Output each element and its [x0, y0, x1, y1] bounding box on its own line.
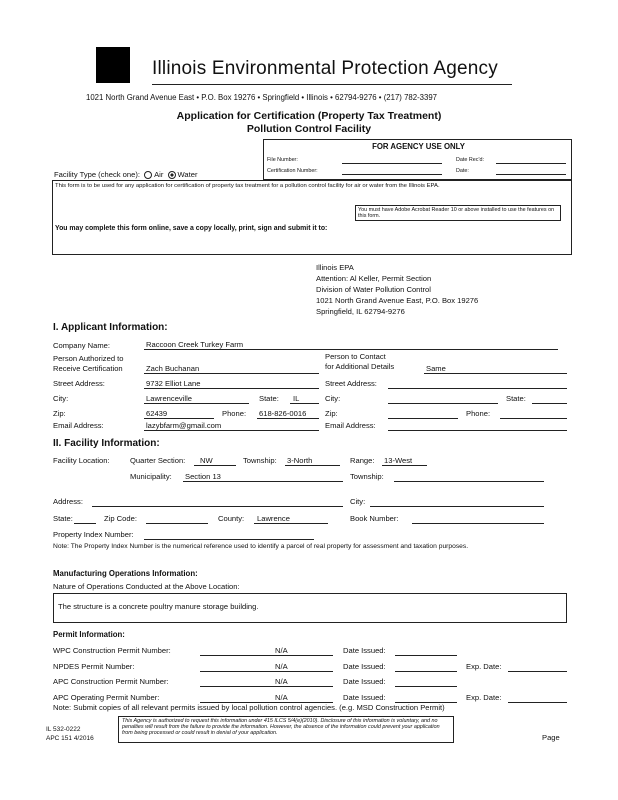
- county-field-line: [254, 523, 328, 524]
- agency-use-box: [263, 139, 572, 180]
- facility-type-label: Facility Type (check one):: [54, 170, 140, 179]
- permit-row-label: APC Construction Permit Number:: [53, 677, 169, 686]
- mail-line-2: Attention: Al Keller, Permit Section: [316, 274, 432, 283]
- phone2-label: Phone:: [466, 409, 491, 418]
- pin-note: Note: The Property Index Number is the numerical reference used to identify a parcel of real property for assessment and taxation purposes.: [53, 543, 469, 550]
- permit-row-field-line: [200, 655, 333, 656]
- street2-label: Street Address:: [325, 379, 377, 388]
- city-value[interactable]: Lawrenceville: [146, 394, 193, 403]
- address-field[interactable]: [92, 506, 343, 507]
- permit-row-value[interactable]: N/A: [275, 693, 288, 702]
- permit-row-value[interactable]: N/A: [275, 677, 288, 686]
- state-field-line: [290, 403, 319, 404]
- operations-heading: Manufacturing Operations Information:: [53, 569, 198, 578]
- street-field-line: [144, 388, 319, 389]
- nature-textarea[interactable]: [53, 593, 567, 623]
- mail-line-4: 1021 North Grand Avenue East, P.O. Box 19276: [316, 296, 479, 305]
- book-number-label: Book Number:: [350, 514, 399, 523]
- range-value[interactable]: 13-West: [384, 456, 413, 465]
- cert-number-label: Certification Number:: [267, 168, 318, 174]
- file-number-label: File Number:: [267, 157, 298, 163]
- permit-row-label: NPDES Permit Number:: [53, 662, 135, 671]
- state2-label: State:: [506, 394, 526, 403]
- municipality-field-line: [183, 481, 343, 482]
- permit-row-exp-field[interactable]: [508, 671, 567, 672]
- state-value[interactable]: IL: [293, 394, 300, 403]
- facility-state-field[interactable]: [74, 523, 96, 524]
- range-label: Range:: [350, 456, 375, 465]
- instructions-box: [52, 180, 572, 255]
- application-title: Application for Certification (Property Tax Treatment): [176, 110, 442, 122]
- township-label: Township:: [243, 456, 277, 465]
- facility-type-row: [54, 170, 197, 179]
- permit-row-date-label: Date Issued:: [343, 677, 386, 686]
- phone2-field[interactable]: [500, 418, 567, 419]
- phone-value[interactable]: 618-826-0016: [259, 409, 307, 418]
- county-label: County:: [218, 514, 245, 523]
- date-label: Date:: [456, 168, 469, 174]
- agency-logo: [96, 47, 130, 83]
- air-label: Air: [154, 170, 164, 179]
- authorized-value[interactable]: Zach Buchanan: [146, 364, 200, 373]
- email2-field[interactable]: [388, 430, 567, 431]
- mail-line-3: Division of Water Pollution Control: [316, 285, 431, 294]
- permit-row-field-line: [200, 671, 333, 672]
- date-field[interactable]: [496, 174, 566, 175]
- company-value[interactable]: Raccoon Creek Turkey Farm: [146, 340, 244, 349]
- contact-value[interactable]: Same: [426, 364, 446, 373]
- agency-address: 1021 North Grand Avenue East • P.O. Box 19276 • Springfield • Illinois • 62794-9276 • (217) 782-3397: [86, 93, 438, 102]
- city-field-line: [144, 403, 249, 404]
- company-label: Company Name:: [53, 341, 110, 350]
- township-value[interactable]: 3-North: [287, 456, 313, 465]
- contact-label-1: Person to Contact: [325, 352, 386, 361]
- state2-field[interactable]: [532, 403, 567, 404]
- air-radio[interactable]: [144, 171, 152, 179]
- agency-title: Illinois Environmental Protection Agency: [152, 58, 498, 79]
- phone-label: Phone:: [222, 409, 247, 418]
- disclaimer-box: This Agency is authorized to request this information under 415 ILCS 5/4(e)(2010). Disclosure of this information is voluntary, and no penalties will result from the failure to provide the information. However, the absence of the information could prevent your application from being processed or could result in denial of your application.: [118, 716, 454, 743]
- permit-row-value[interactable]: N/A: [275, 646, 288, 655]
- page-label: Page: [542, 733, 560, 742]
- applicant-heading: I. Applicant Information:: [53, 322, 168, 333]
- header-rule: [152, 84, 512, 85]
- permit-row-value[interactable]: N/A: [275, 662, 288, 671]
- form-id-2: APC 151 4/2016: [46, 735, 94, 742]
- permit-row-exp-field[interactable]: [508, 702, 567, 703]
- water-label: Water: [177, 170, 198, 179]
- permit-row-field-line: [200, 686, 333, 687]
- zip2-label: Zip:: [325, 409, 338, 418]
- contact-field-line: [424, 373, 567, 374]
- date-recd-label: Date Rec'd:: [456, 157, 484, 163]
- township-field-line: [285, 465, 340, 466]
- adobe-note: You must have Adobe Acrobat Reader 10 or above installed to use the features on this form.: [355, 205, 561, 221]
- street-value[interactable]: 9732 Elliot Lane: [146, 379, 201, 388]
- township2-field[interactable]: [394, 481, 544, 482]
- intro-text: This form is to be used for any application for certification of property tax treatment for a pollution control facility for air or water from the Illinois EPA.: [55, 183, 440, 189]
- form-id-1: IL 532-0222: [46, 726, 81, 733]
- facility-city-field[interactable]: [370, 506, 544, 507]
- permit-row-date-field[interactable]: [395, 655, 457, 656]
- range-field-line: [382, 465, 427, 466]
- email-label: Email Address:: [53, 421, 104, 430]
- municipality-value[interactable]: Section 13: [185, 472, 221, 481]
- authorized-label-1: Person Authorized to: [53, 354, 124, 363]
- permit-row-date-field[interactable]: [395, 671, 457, 672]
- zip-field-line: [144, 418, 214, 419]
- township2-label: Township:: [350, 472, 384, 481]
- authorized-field-line: [144, 373, 319, 374]
- application-subtitle: Pollution Control Facility: [246, 123, 372, 135]
- permit-row-label: WPC Construction Permit Number:: [53, 646, 171, 655]
- facility-location-label: Facility Location:: [53, 456, 110, 465]
- zip-code-field[interactable]: [146, 523, 208, 524]
- permit-row-date-field[interactable]: [395, 686, 457, 687]
- facility-heading: II. Facility Information:: [53, 438, 160, 449]
- permit-row-date-label: Date Issued:: [343, 662, 386, 671]
- agency-use-title: FOR AGENCY USE ONLY: [372, 142, 465, 151]
- permit-row-date-label: Date Issued:: [343, 646, 386, 655]
- state-label: State:: [259, 394, 279, 403]
- county-value[interactable]: Lawrence: [257, 514, 290, 523]
- municipality-label: Municipality:: [130, 472, 172, 481]
- city2-field[interactable]: [388, 403, 498, 404]
- permit-row-date-label: Date Issued:: [343, 693, 386, 702]
- zip2-field[interactable]: [388, 418, 458, 419]
- book-number-field[interactable]: [412, 523, 544, 524]
- pin-label: Property Index Number:: [53, 530, 134, 539]
- facility-state-label: State:: [53, 514, 73, 523]
- complete-online-text: You may complete this form online, save a copy locally, print, sign and submit it to:: [55, 225, 328, 232]
- permits-note: Note: Submit copies of all relevant permits issued by local pollution control agencies. (e.g. MSD Construction Permit): [53, 703, 445, 712]
- cert-number-field[interactable]: [342, 174, 442, 175]
- mail-line-1: Illinois EPA: [316, 263, 354, 272]
- company-field-line: [144, 349, 558, 350]
- date-recd-field[interactable]: [496, 163, 566, 164]
- street2-field[interactable]: [388, 388, 567, 389]
- pin-field[interactable]: [144, 539, 314, 540]
- facility-city-label: City:: [350, 497, 366, 506]
- permits-heading: Permit Information:: [53, 630, 125, 639]
- nature-value: The structure is a concrete poultry manure storage building.: [58, 602, 259, 611]
- permit-row-label: APC Operating Permit Number:: [53, 693, 160, 702]
- permit-row-exp-label: Exp. Date:: [466, 662, 502, 671]
- contact-label-2: for Additional Details: [325, 362, 395, 371]
- address-label: Address:: [53, 497, 83, 506]
- quarter-value[interactable]: NW: [200, 456, 213, 465]
- city2-label: City:: [325, 394, 341, 403]
- permit-row-exp-label: Exp. Date:: [466, 693, 502, 702]
- water-radio[interactable]: [168, 171, 176, 179]
- quarter-field-line: [194, 465, 236, 466]
- quarter-label: Quarter Section:: [130, 456, 186, 465]
- phone-field-line: [257, 418, 319, 419]
- email-field-line: [144, 430, 319, 431]
- email2-label: Email Address:: [325, 421, 376, 430]
- file-number-field[interactable]: [342, 163, 442, 164]
- authorized-label-2: Receive Certification: [53, 364, 123, 373]
- nature-label: Nature of Operations Conducted at the Above Location:: [53, 582, 240, 591]
- zip-label: Zip:: [53, 409, 66, 418]
- city-label: City:: [53, 394, 69, 403]
- street-label: Street Address:: [53, 379, 105, 388]
- zip-value[interactable]: 62439: [146, 409, 168, 418]
- mail-line-5: Springfield, IL 62794-9276: [316, 307, 405, 316]
- zip-code-label: Zip Code:: [104, 514, 137, 523]
- email-value[interactable]: lazybfarm@gmail.com: [146, 421, 222, 430]
